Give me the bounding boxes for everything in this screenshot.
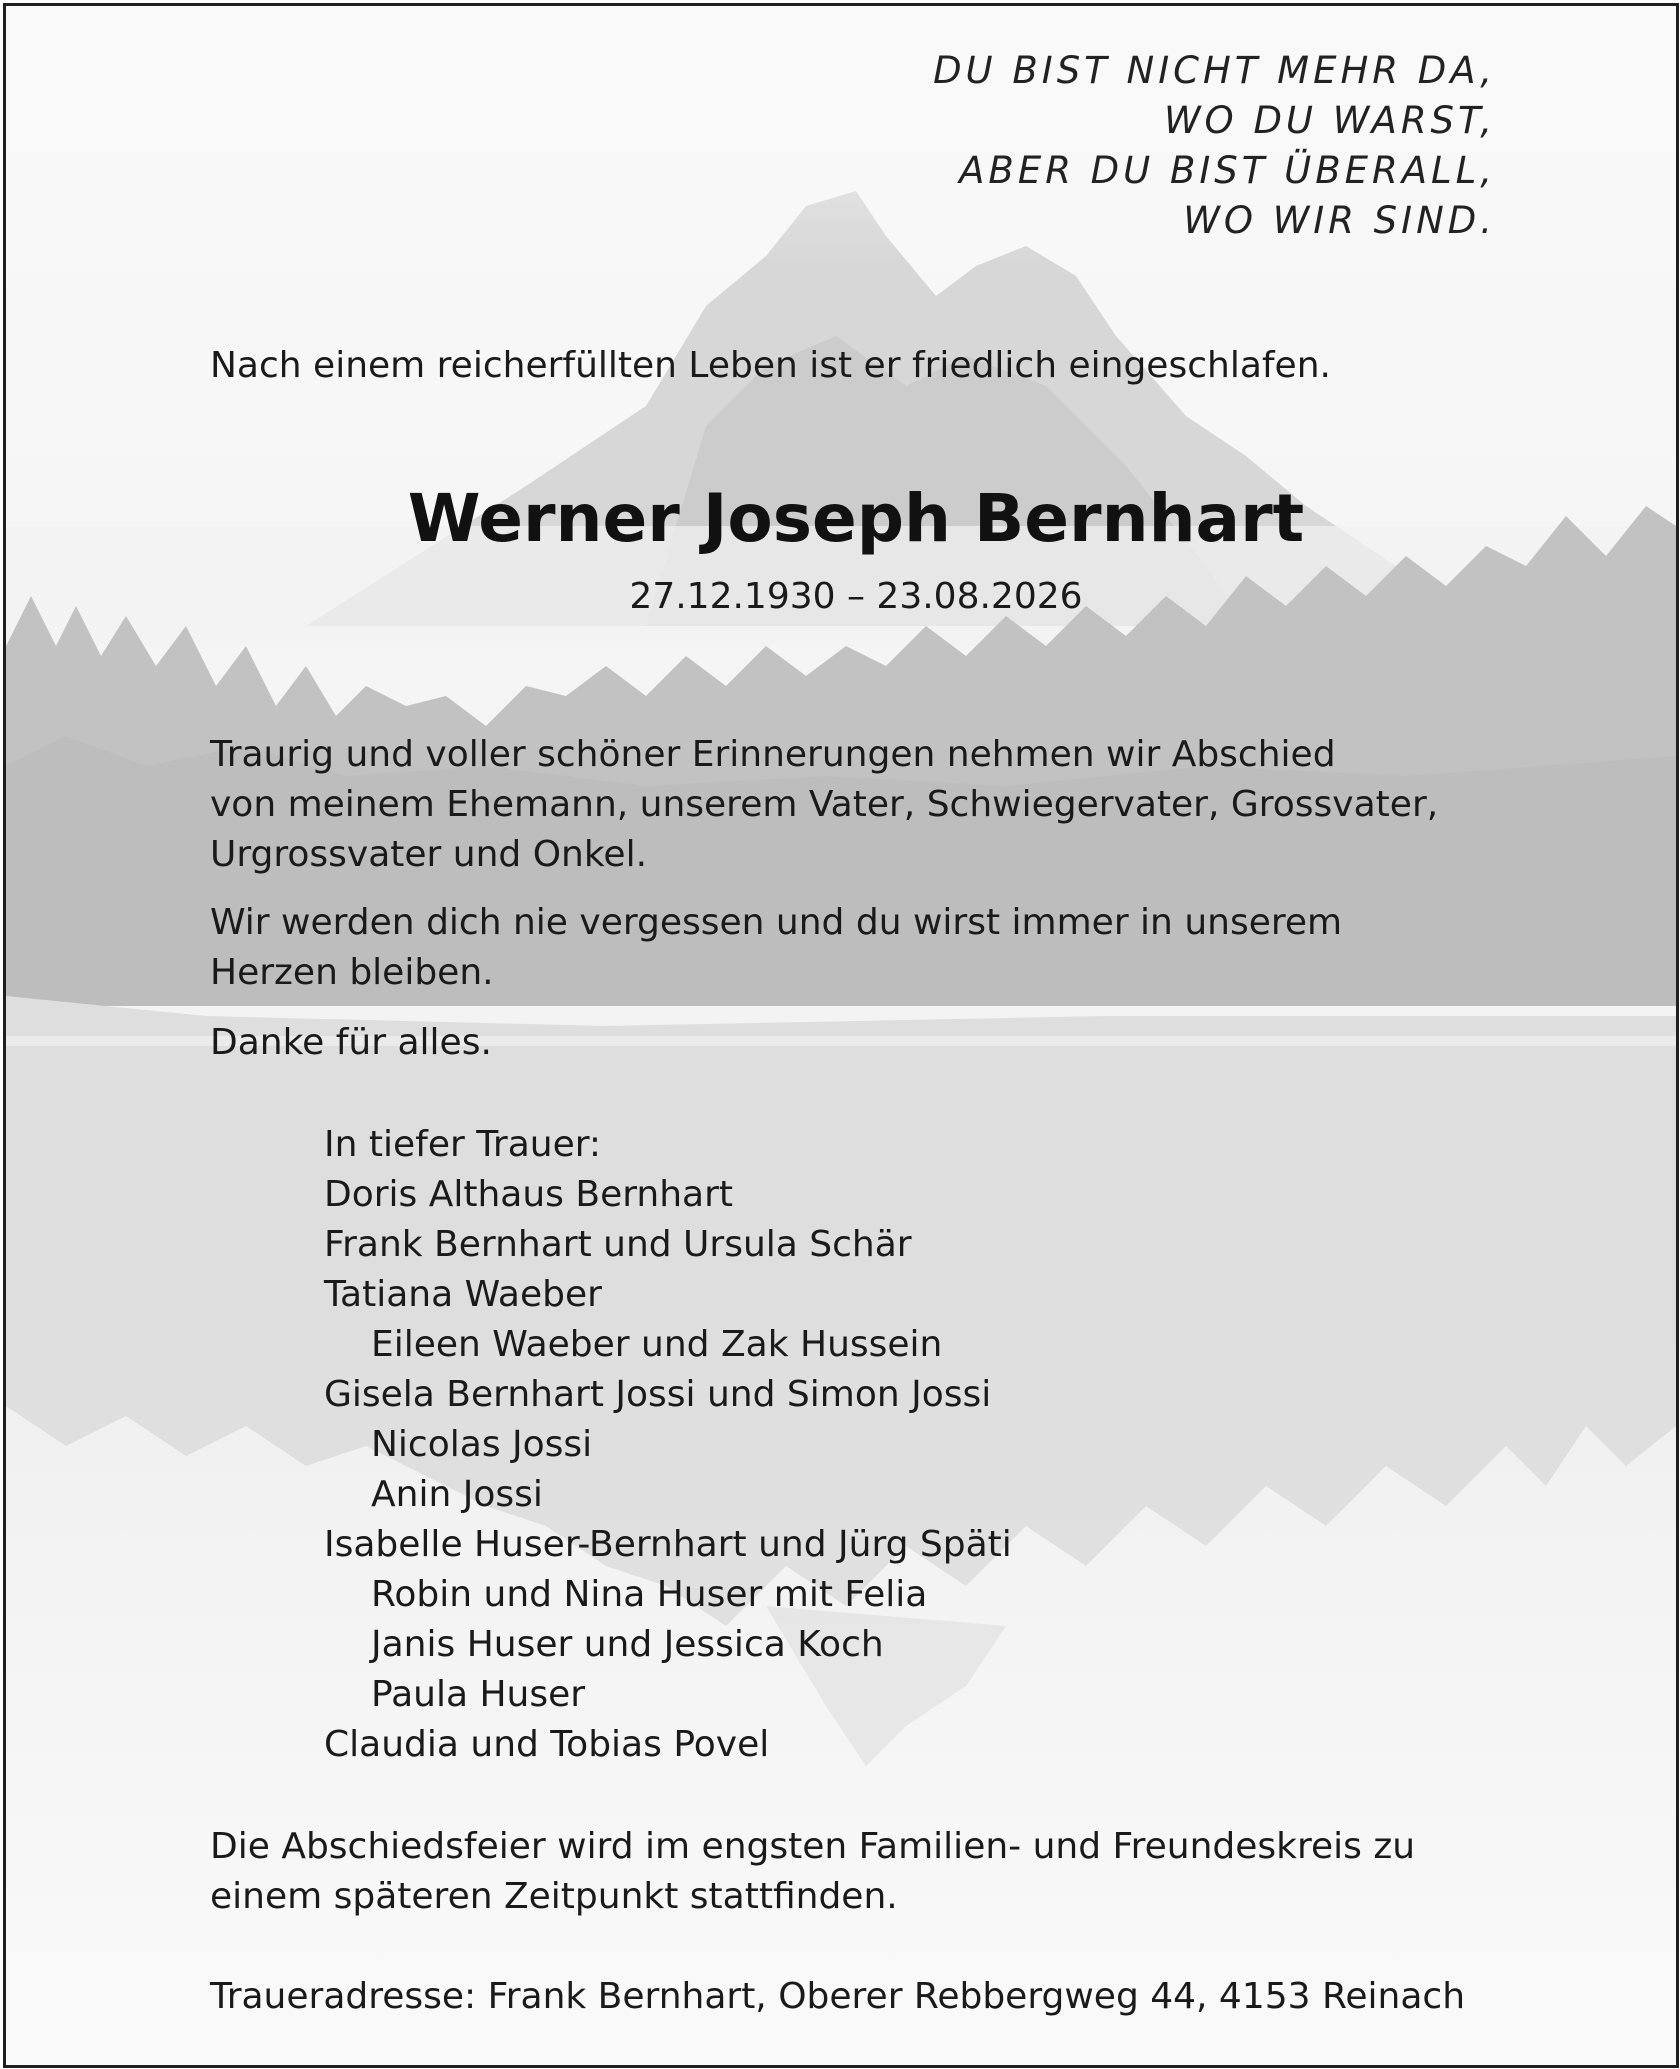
motto-line: WO WIR SIND. bbox=[1183, 199, 1496, 242]
obituary-card bbox=[3, 3, 1679, 2068]
ceremony-paragraph bbox=[210, 1822, 1415, 1922]
ceremony-line: Die Abschiedsfeier wird im engsten Familien- und Freundeskreis zu bbox=[210, 1826, 1416, 1867]
mourner-name: Nicolas Jossi bbox=[371, 1424, 593, 1465]
mourner-name: Gisela Bernhart Jossi und Simon Jossi bbox=[324, 1374, 992, 1415]
mourner-name: Frank Bernhart und Ursula Schär bbox=[324, 1224, 912, 1265]
memory-line: Herzen bleiben. bbox=[210, 952, 494, 993]
mourner-name: Isabelle Huser-Bernhart und Jürg Späti bbox=[324, 1524, 1012, 1565]
mourner-name: Paula Huser bbox=[371, 1674, 586, 1715]
motto-quote bbox=[933, 46, 1496, 246]
motto-line: DU BIST NICHT MEHR DA, bbox=[933, 49, 1496, 92]
mourning-address: Traueradresse: Frank Bernhart, Oberer Rebbergweg 44, 4153 Reinach bbox=[210, 1976, 1466, 2017]
memory-line: Wir werden dich nie vergessen und du wirst immer in unserem bbox=[210, 902, 1343, 943]
ceremony-line: einem späteren Zeitpunkt stattfinden. bbox=[210, 1876, 898, 1917]
mourner-name: Doris Althaus Bernhart bbox=[324, 1174, 734, 1215]
mourner-name: Claudia und Tobias Povel bbox=[324, 1724, 770, 1765]
mourner-name: Janis Huser und Jessica Koch bbox=[371, 1624, 884, 1665]
mourner-name: Robin und Nina Huser mit Felia bbox=[371, 1574, 928, 1615]
mourners-heading: In tiefer Trauer: bbox=[324, 1124, 602, 1165]
life-dates: 27.12.1930 – 23.08.2026 bbox=[629, 576, 1083, 617]
farewell-line: Traurig und voller schöner Erinnerungen nehmen wir Abschied bbox=[210, 734, 1336, 775]
mourners-list bbox=[324, 1120, 1012, 1770]
motto-line: WO DU WARST, bbox=[1163, 99, 1496, 142]
memory-paragraph bbox=[210, 898, 1342, 998]
farewell-line: von meinem Ehemann, unserem Vater, Schwiegervater, Grossvater, bbox=[210, 784, 1439, 825]
farewell-line: Urgrossvater und Onkel. bbox=[210, 834, 648, 875]
intro-sentence: Nach einem reicherfüllten Leben ist er friedlich eingeschlafen. bbox=[210, 345, 1331, 386]
mourner-name: Eileen Waeber und Zak Hussein bbox=[371, 1324, 943, 1365]
motto-line: ABER DU BIST ÜBERALL, bbox=[959, 149, 1496, 192]
mourner-name: Tatiana Waeber bbox=[324, 1274, 602, 1315]
mourner-name: Anin Jossi bbox=[371, 1474, 543, 1515]
farewell-paragraph bbox=[210, 730, 1438, 880]
thanks-line: Danke für alles. bbox=[210, 1022, 492, 1063]
deceased-name: Werner Joseph Bernhart bbox=[407, 480, 1305, 557]
